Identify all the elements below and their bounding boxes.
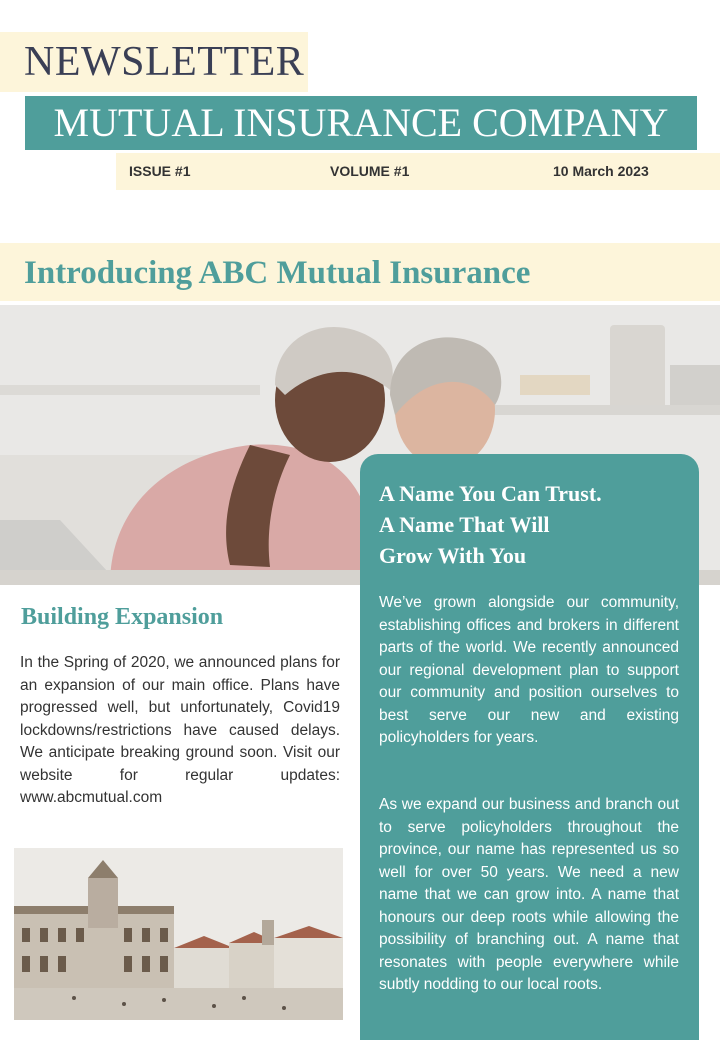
issue-number: ISSUE #1 <box>129 163 191 179</box>
feature-card-paragraph: We’ve grown alongside our community, establishing offices and brokers in different parts of the world. We recently announced our regional development plan to support our community and position ourselves to best serve our new and existing policyholders for years. <box>379 594 679 746</box>
feature-card-title <box>379 478 689 571</box>
company-name: MUTUAL INSURANCE COMPANY <box>53 100 669 145</box>
intro-title: Introducing ABC Mutual Insurance <box>24 255 531 291</box>
town-square-illustration <box>14 848 343 1020</box>
feature-card-title-line: A Name That Will <box>379 512 550 537</box>
building-expansion-title: Building Expansion <box>21 604 224 630</box>
building-expansion-text: In the Spring of 2020, we announced plans for an expansion of our main office. Plans have progressed well, but unfortunately, Covid19 lockdowns/restrictions have caused delays. We anticipate breaking ground soon. Visit our website for regular updates: www.abcmutual.com <box>20 654 340 806</box>
feature-card-paragraph: As we expand our business and branch out to serve policyholders throughout the province, our name has represented us so well for over 50 years. We need a new name that we can grow into. A name that honours our deep roots while allowing the possibility of branching out. A name that resonates with people everywhere while subtly nodding to our local roots. <box>379 796 679 993</box>
feature-card-title-line: Grow With You <box>379 543 527 568</box>
issue-date: 10 March 2023 <box>553 163 649 179</box>
volume-number: VOLUME #1 <box>330 163 410 179</box>
newsletter-label: NEWSLETTER <box>24 39 305 85</box>
historic-town-square-photo <box>14 848 343 1020</box>
feature-card-title-line: A Name You Can Trust. <box>379 481 602 506</box>
